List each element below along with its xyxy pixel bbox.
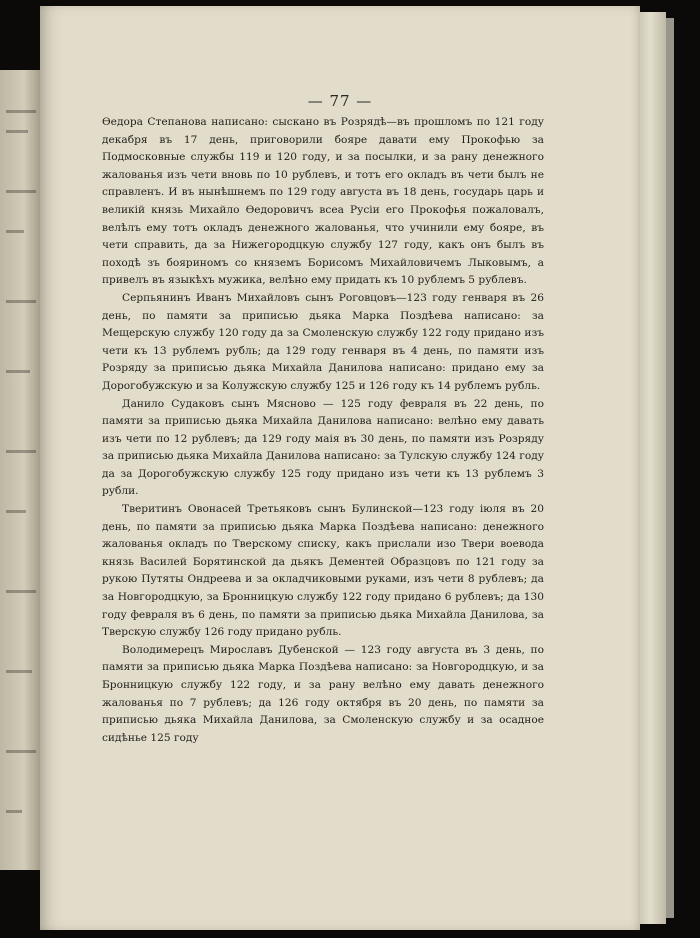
paragraph: Данило Судаковъ сынъ Мясново — 125 году февраля въ 22 день, по памяти за приписью дьяка Михайла Данилова написано: велѣно ему давать изъ чети по 12 рублевъ; да 129 году маія въ 30 день, по памяти изъ Розряду за приписью дьяка Михайла Данилова написано: за Тулскую службу 124 году да за Дорогобужскую службу 125 году придано изъ чети къ 13 рублемъ 3 рубли. bbox=[102, 397, 544, 498]
book-cover-edge bbox=[666, 18, 674, 918]
paragraph: Ѳедора Степанова написано: сыскано въ Розрядѣ—въ прошломъ по 121 году декабря въ 17 день, приговорили бояре давати ему Прокофью за Подмосковные службы 119 и 120 году, и за посылки, и за рану денежного жалованья изъ чети вновь по 10 рублевъ, и тотъ его окладъ въ чети былъ не справленъ. И въ нынѣшнемъ по 129 году августа въ 18 день, государь царь и великій князь Михайло Ѳедоровичъ всеа Русіи его Прокофья пожаловалъ, велѣлъ ему тотъ окладъ денежного жалованья, что учинили ему бояре, въ чети справить, да за Нижегородцкую службу 127 году, какъ онъ былъ въ походѣ зъ бояриномъ со княземъ Борисомъ Михайловичемъ Лыковымъ, а привелъ въ языкѣхъ мужика, велѣно ему придать къ 10 рублемъ 5 рублевъ. bbox=[102, 116, 544, 287]
page-block-edge bbox=[640, 12, 666, 924]
book-page bbox=[40, 6, 640, 930]
paragraph: Тверитинъ Овонасей Третьяковъ сынъ Булинской—123 году іюля въ 20 день, по памяти за приписью дьяка Марка Поздѣева написано: денежного жалованья окладъ по Тверскому списку, какъ прислали изо Твери воевода князь Василей Борятинской да дьякъ Дементей Образцовъ по 121 году за рукою Путяты Ондреева и за окладчиковыми руками, изъ чети 8 рублевъ; да за Новгородцкую, за Бронницкую службу 122 году придано 6 рублевъ; да 130 году февраля въ 6 день, по памяти за приписью дьяка Михайла Данилова, за Тверскую службу 126 году придано рубль. bbox=[102, 503, 544, 639]
paragraph: Володимерецъ Мирославъ Дубенской — 123 году августа въ 3 день, по памяти за приписью дьяка Марка Поздѣева написано: за Новгородцкую, и за Бронницкую службу 122 году, и за рану велѣно ему давать денежного жалованья по 7 рублевъ; да 126 году октября въ 20 день, по памяти за приписью дьяка Михайла Данилова, за Смоленскую службу и за осадное сидѣнье 125 году bbox=[102, 643, 544, 744]
paragraph: Серпьянинъ Иванъ Михайловъ сынъ Роговцовъ—123 году генваря въ 26 день, по памяти за приписью дьяка Марка Поздѣева написано: за Мещерскую службу 120 году да за Смоленскую службу 122 году придано изъ чети къ 13 рублемъ рубль; да 129 году генваря въ 4 день, по памяти изъ Розряду за приписью дьяка Михайла Данилова написано: придано ему за Дорогобужскую и за Колужскую службу 125 и 126 году къ 14 рублемъ рубль. bbox=[102, 291, 544, 392]
page-number: — 77 — bbox=[307, 92, 373, 110]
body-text bbox=[102, 114, 544, 747]
facing-page-edge bbox=[0, 70, 40, 870]
